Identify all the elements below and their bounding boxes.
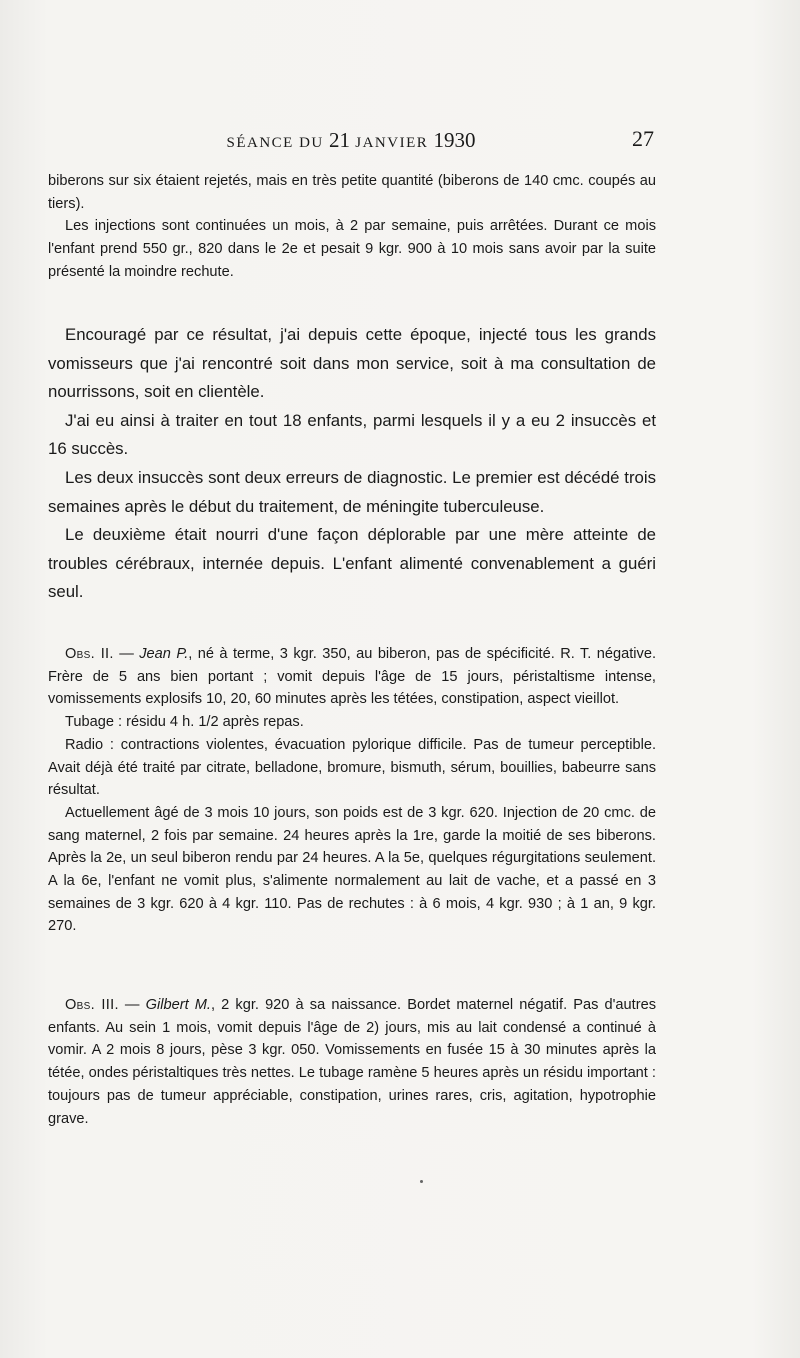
running-title — [48, 128, 654, 153]
title-year: 1930 — [433, 128, 476, 152]
title-prefix: SÉANCE DU — [226, 135, 324, 151]
continuation-block — [48, 170, 656, 284]
observation-dash: — — [113, 646, 140, 662]
patient-name: Gilbert M. — [145, 997, 211, 1013]
title-day: 21 — [329, 128, 350, 152]
title-month: JANVIER — [355, 135, 429, 151]
paragraph: Le deuxième était nourri d'une façon déplorable par une mère atteinte de troubles cérébraux, internée depuis. L'enfant alimenté convenablement a guéri seul. — [48, 525, 656, 602]
paragraph: Les injections sont continuées un mois, à 2 par semaine, puis arrêtées. Durant ce mois l'enfant prend 550 gr., 820 dans le 2e et pesait 9 kgr. 900 à 10 mois sans avoir par la suite présenté la moindre rechute. — [48, 218, 656, 280]
patient-name: Jean P. — [139, 646, 189, 662]
observation-text: , 2 kgr. 920 à sa naissance. Bordet maternel négatif. Pas d'autres enfants. Au sein 1 mois, vomit depuis l'âge de 2) jours, mis au lait condensé a continué à vomir. A 2 mois 8 jours, pèse 3 kgr. 050. Vomissements en fusée 15 à 30 minutes après la tétée, ondes péristaltiques très nettes. Le tubage ramène 5 heures après un résidu important : toujours pas de tumeur appréciable, constipation, urines rares, cris, agitation, hypotrophie grave. — [48, 997, 656, 1127]
paragraph: J'ai eu ainsi à traiter en tout 18 enfants, parmi lesquels il y a eu 2 insuccès et 16 succès. — [48, 410, 656, 459]
observation-2 — [48, 643, 656, 938]
page-number: 27 — [632, 126, 654, 151]
observation-intro — [48, 994, 656, 1130]
observation-3 — [48, 994, 656, 1130]
paragraph: Encouragé par ce résultat, j'ai depuis cette époque, injecté tous les grands vomisseurs que j'ai rencontré soit dans mon service, soit à ma consultation de nourrissons, soit en clientèle. — [48, 325, 656, 402]
observation-dash: — — [118, 997, 146, 1013]
observation-label: Obs. III. — [65, 997, 119, 1013]
main-text-block — [48, 321, 656, 607]
paragraph: Radio : contractions violentes, évacuation pylorique difficile. Pas de tumeur perceptible. Avait déjà été traité par citrate, belladone, bromure, bismuth, sérum, bouillies, babeurre sans résultat. — [48, 736, 656, 799]
page-header — [48, 128, 654, 156]
observation-intro — [48, 643, 656, 711]
paragraph: Les deux insuccès sont deux erreurs de diagnostic. Le premier est décédé trois semaines après le début du traitement, de méningite tuberculeuse. — [48, 467, 656, 516]
paragraph: biberons sur six étaient rejetés, mais en très petite quantité (biberons de 140 cmc. coupés au tiers). — [48, 173, 656, 212]
paragraph: Tubage : résidu 4 h. 1/2 après repas. — [65, 714, 304, 731]
paragraph: Actuellement âgé de 3 mois 10 jours, son poids est de 3 kgr. 620. Injection de 20 cmc. de sang maternel, 2 fois par semaine. 24 heures après la 1re, garde la moitié de ses biberons. Après la 2e, un seul biberon rendu par 24 heures. A la 5e, quelques régurgitations seulement. A la 6e, l'enfant ne vomit plus, s'alimente normalement au lait de vache, et a passé en 3 semaines de 3 kgr. 620 à 4 kgr. 110. Pas de rechutes : à 6 mois, 4 kgr. 930 ; à 1 an, 9 kgr. 270. — [48, 804, 656, 935]
observation-label: Obs. II. — [65, 646, 114, 662]
ink-speck — [420, 1180, 423, 1183]
observation-text: , né à terme, 3 kgr. 350, au biberon, pas de spécificité. R. T. négative. Frère de 5 ans bien portant ; vomit depuis l'âge de 15 jours, péristaltisme intense, vomissements explosifs 10, 20, 60 minutes après les tétées, constipation, aspect vieillot. — [48, 646, 657, 708]
